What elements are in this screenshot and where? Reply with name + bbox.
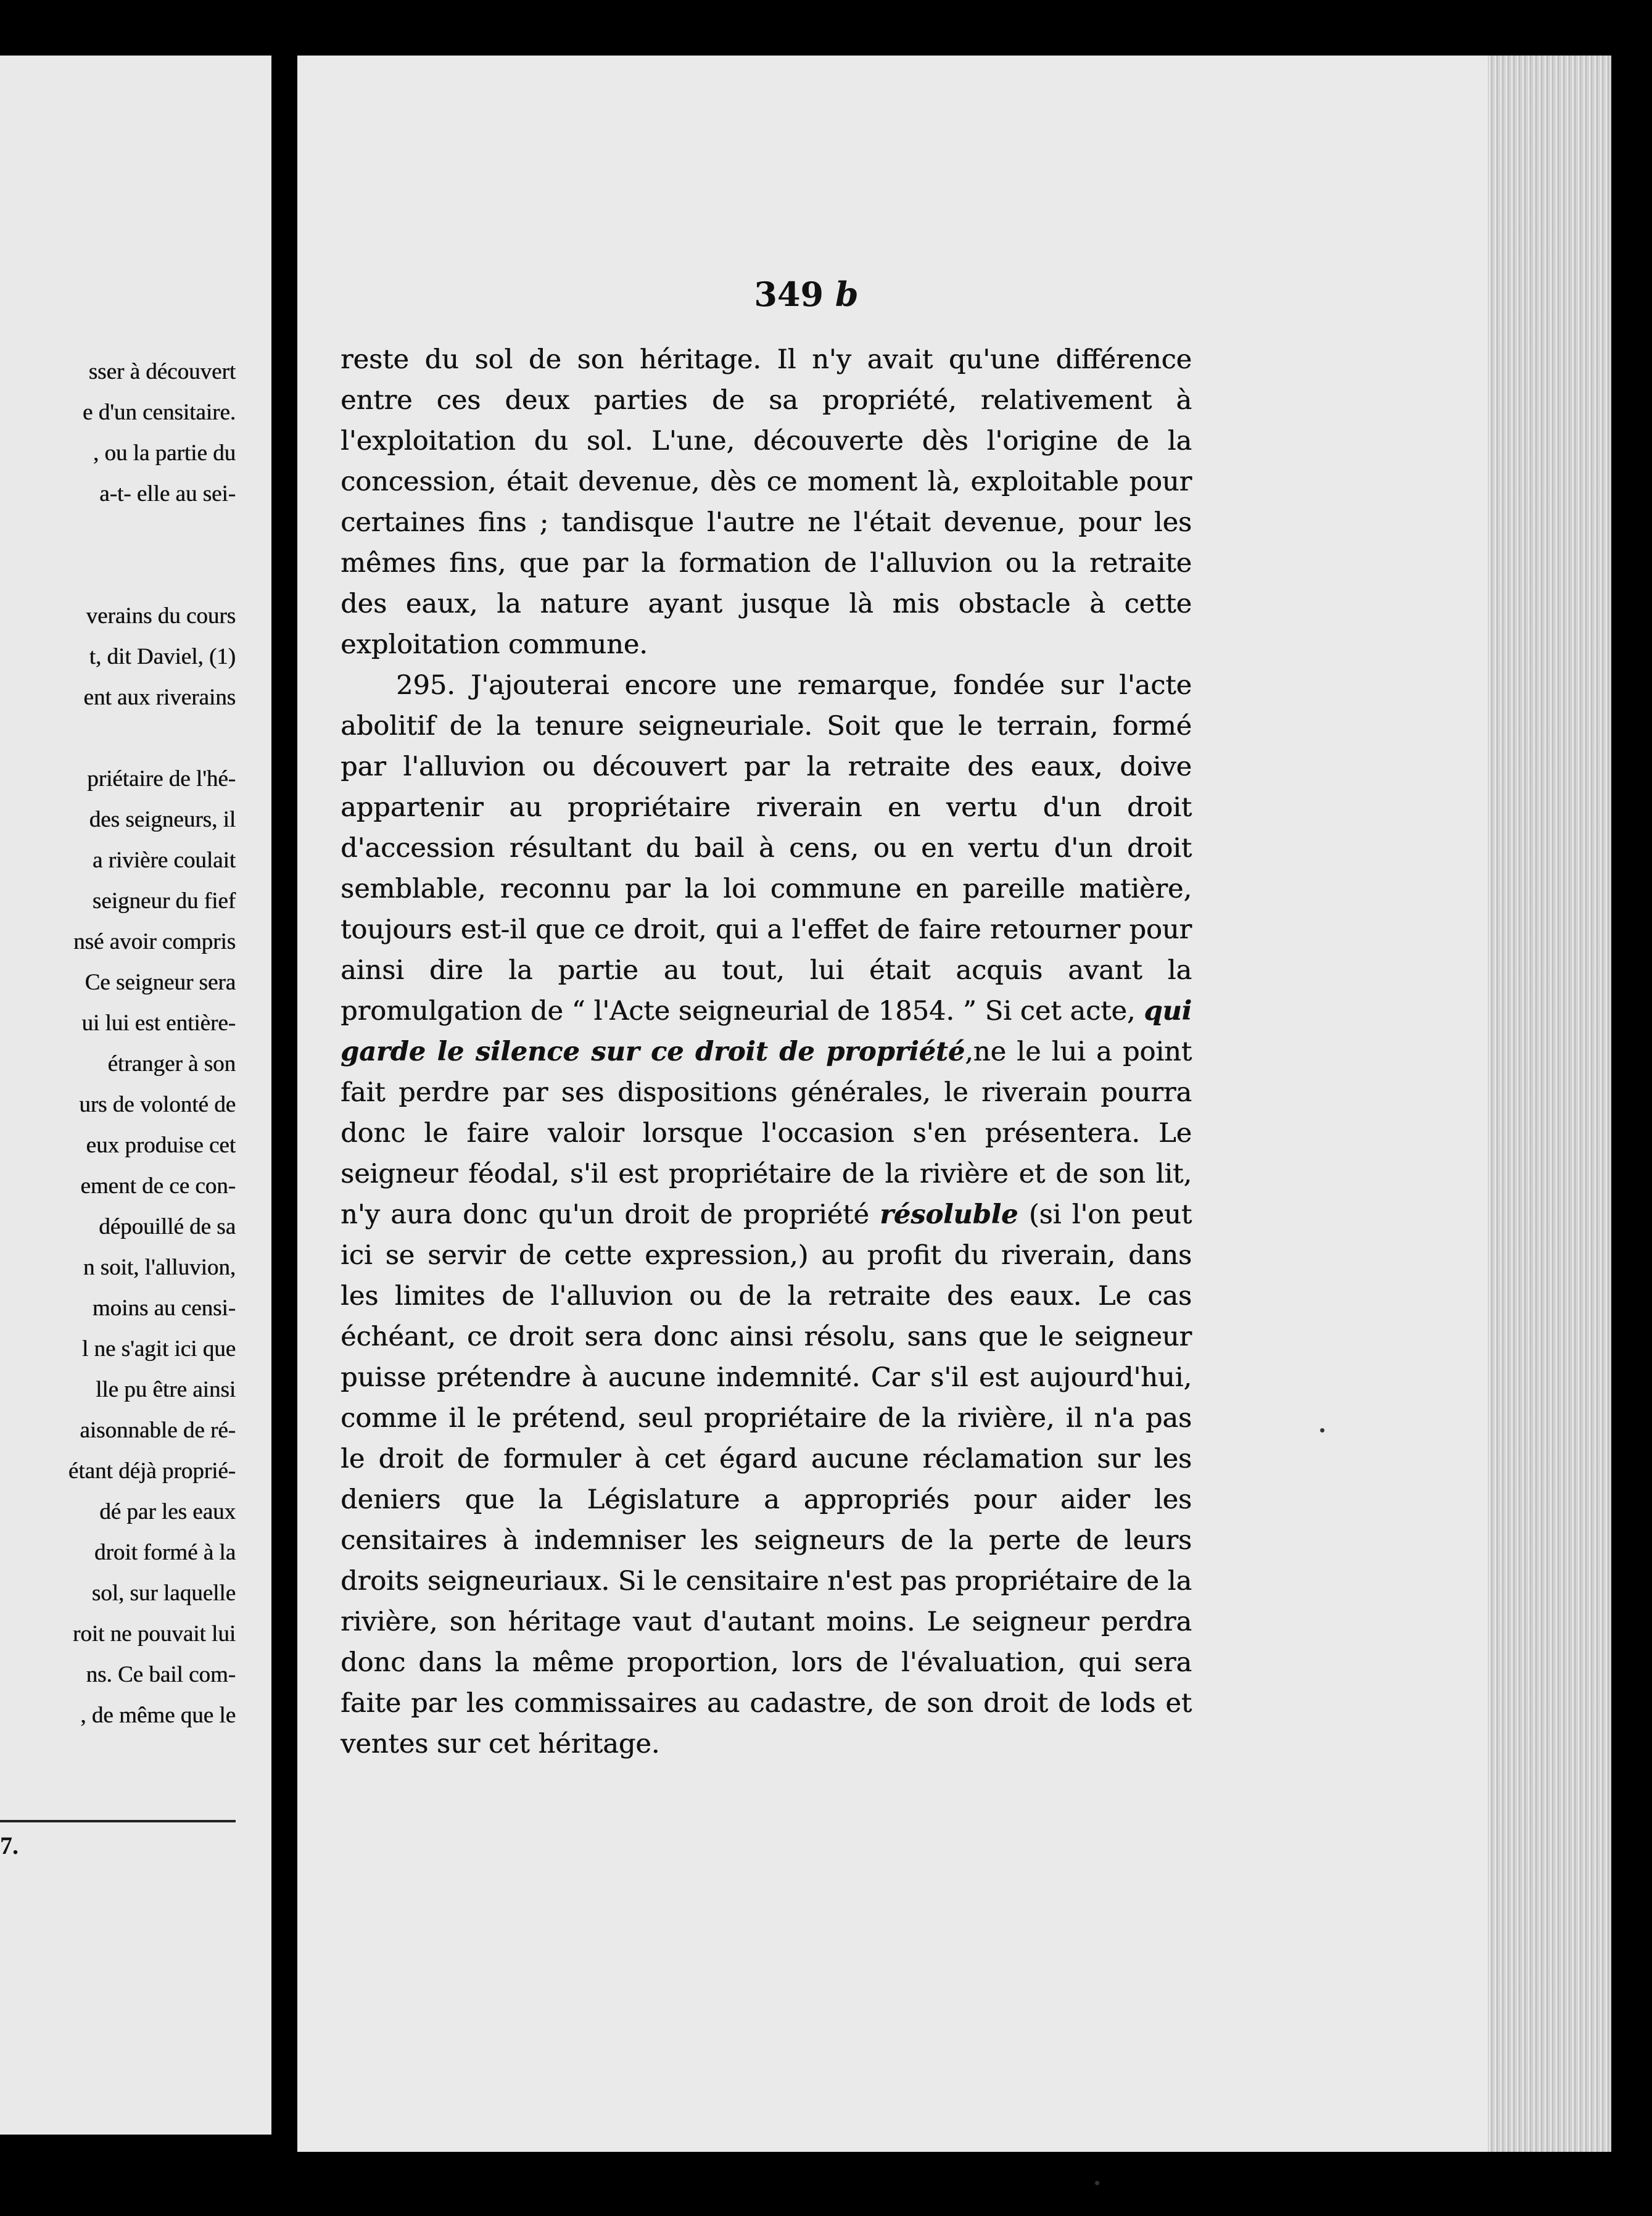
paragraph-295-part-1: 295. J'ajouterai encore une remarque, fondée sur l'acte abolitif de la tenure seigneuriale. Soit que le terrain, formé par l'alluvion ou découvert par la retraite des eaux, doive appartenir au propriétaire riverain en vertu d'un droit d'accession résultant du bail à cens, ou en vertu d'un droit semblable, reconnu par la loi commune en pareille matière, toujours est-il que ce droit, qui a l'effet de faire retourner pour ainsi dire la partie au tout, lui était acquis avant la promulgation de “ l'Acte seigneurial de 1854. ” Si cet acte, xyxy=(341,670,1192,1027)
emphasis-silence: qui garde le silence sur ce droit de propriété xyxy=(341,996,1192,1067)
page-speck xyxy=(1095,2181,1099,2185)
page-number-value: 349 xyxy=(754,275,824,314)
main-page xyxy=(297,56,1611,2152)
page-number xyxy=(720,275,893,314)
page-edge-stack xyxy=(1488,56,1611,2152)
footnote-rule xyxy=(0,1820,236,1822)
page-body xyxy=(341,339,1192,1764)
left-footnote: 7. xyxy=(0,1832,19,1859)
left-facing-page xyxy=(0,56,271,2135)
paragraph-295-part-3: (si l'on peut ici se servir de cette expression,) au profit du riverain, dans les limites de l'alluvion ou de la retraite des eaux. Le cas échéant, ce droit sera donc ainsi résolu, sans que le seigneur puisse prétendre à aucune indemnité. Car s'il est aujourd'hui, comme il le prétend, seul propriétaire de la rivière, il n'a pas le droit de formuler à cet égard aucune réclamation sur les deniers que la Législature a appropriés pour aider les censitaires à indemniser les seigneurs de la perte de leurs droits seigneuriaux. Si le censitaire n'est pas propriétaire de la rivière, son héritage vaut d'autant moins. Le seigneur perdra donc dans la même proportion, lors de l'évaluation, qui sera faite par les commissaires au cadastre, de son droit de lods et ventes sur cet héritage. xyxy=(341,1199,1192,1759)
emphasis-resoluble: résoluble xyxy=(880,1199,1018,1230)
paragraph-295-part-2: ,ne le lui a point fait perdre par ses dispositions générales, le riverain pourra donc le faire valoir lorsque l'occasion s'en présentera. Le seigneur féodal, s'il est propriétaire de la rivière et de son lit, n'y aura donc qu'un droit de propriété xyxy=(341,1036,1192,1230)
page-number-suffix: b xyxy=(835,275,859,314)
page-speck xyxy=(1320,1428,1324,1433)
left-page-text: sser à découvert e d'un censitaire. , ou la partie du a-t- elle au sei- verains du cours t, dit Daviel, (1) ent aux riverains priétaire de l'hé- des seigneurs, il a rivière coulait seigneur du fief nsé avoir compris Ce seigneur sera ui lui est entière- étranger à son urs de volonté de eux produise cet ement de ce con- dépouillé de sa n soit, l'alluvion, moins au censi- l ne s'agit ici que lle pu être ainsi aisonnable de ré- étant déjà proprié- dé par les eaux droit formé à la sol, sur laquelle roit ne pouvait lui ns. Ce bail com- , de même que le xyxy=(68,359,236,1728)
paragraph-295 xyxy=(341,665,1192,1764)
paragraph-continuation: reste du sol de son héritage. Il n'y avait qu'une différence entre ces deux parties de sa propriété, relativement à l'exploitation du sol. L'une, découverte dès l'origine de la concession, était devenue, dès ce moment là, exploitable pour certaines fins ; tandisque l'autre ne l'était devenue, pour les mêmes fins, que par la formation de l'alluvion ou la retraite des eaux, la nature ayant jusque là mis obstacle à cette exploitation commune. xyxy=(341,344,1192,660)
